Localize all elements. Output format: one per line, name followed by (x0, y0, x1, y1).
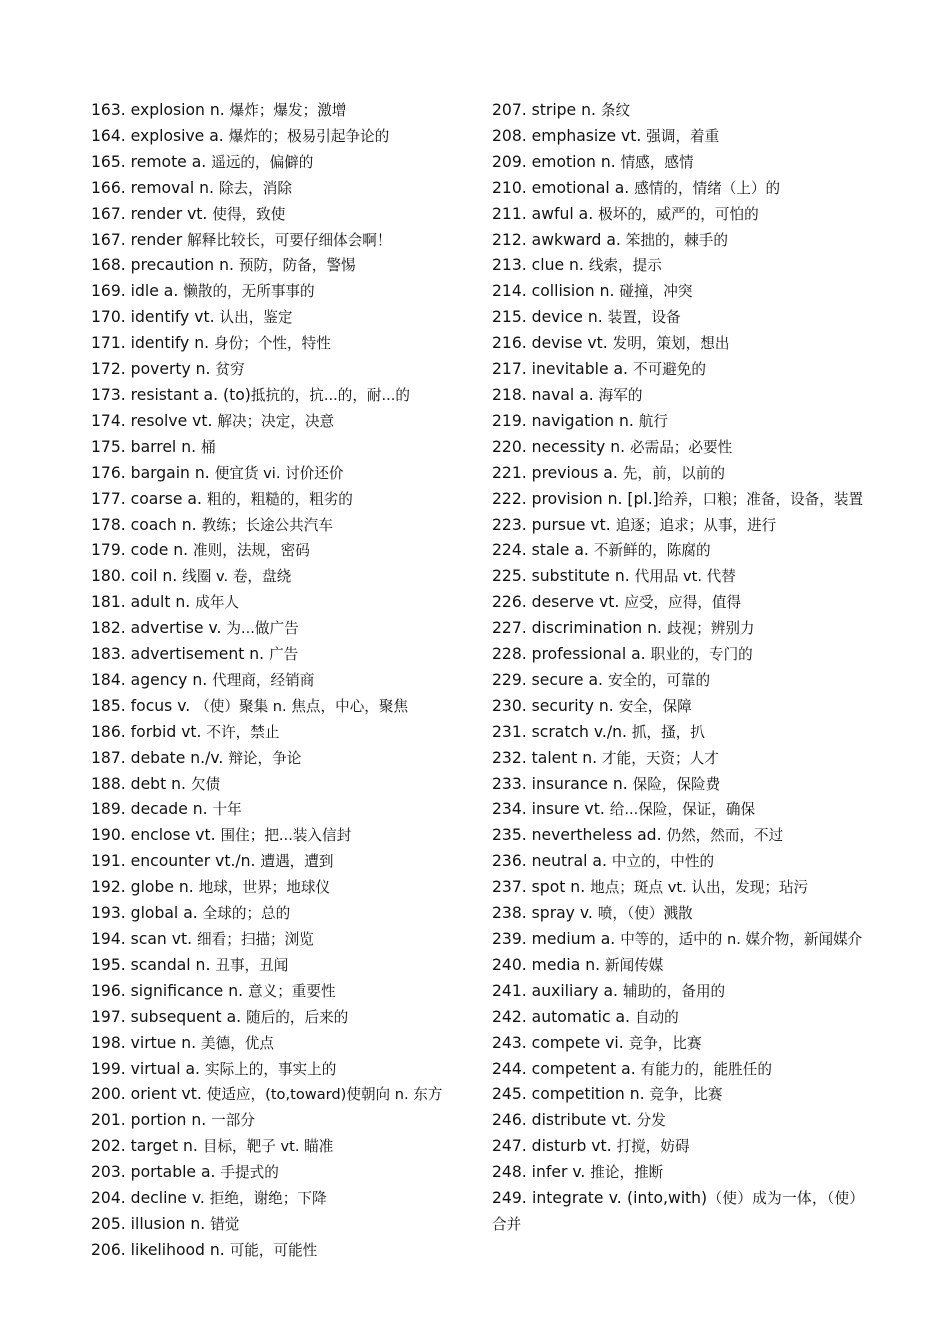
vocab-word: 224. stale a. (492, 541, 594, 560)
vocab-word: 172. poverty n. (91, 360, 216, 379)
vocab-definition: 桶 (201, 438, 216, 456)
vocab-word: 210. emotional a. (492, 178, 635, 197)
vocab-entry (492, 720, 864, 746)
vocab-definition: 围住；把...装入信封 (220, 827, 352, 845)
vocab-entry (91, 927, 461, 953)
vocab-definition: 成年人 (195, 594, 240, 612)
vocab-word: 184. agency n. (91, 670, 213, 689)
vocab-definition: 错觉 (210, 1215, 240, 1233)
vocab-word: 166. removal n. (91, 178, 219, 197)
vocab-entry (492, 1108, 864, 1134)
vocab-definition: 抓，搔，扒 (631, 723, 705, 741)
vocab-entry (492, 253, 864, 279)
vocab-entry (492, 979, 864, 1005)
vocab-entry (91, 849, 461, 875)
vocab-definition: 新闻传媒 (605, 956, 664, 974)
vocab-entry (492, 305, 864, 331)
vocab-entry (492, 202, 864, 228)
vocab-definition: 可能，可能性 (229, 1241, 318, 1259)
vocab-entry (91, 1134, 461, 1160)
vocab-definition: 才能，天资；人才 (602, 749, 719, 767)
vocab-definition: 遭遇，遭到 (260, 853, 334, 871)
vocab-word: 205. illusion n. (91, 1214, 211, 1233)
vocab-definition: 粗的，粗糙的，粗劣的 (206, 490, 353, 508)
vocab-word: 193. global a. (91, 904, 203, 923)
vocab-definition: 线索，提示 (588, 257, 662, 275)
vocab-word: 245. competition n. (492, 1085, 650, 1104)
vocab-entry (492, 98, 864, 124)
vocab-definition: 一部分 (211, 1112, 255, 1130)
vocab-word: 222. provision n. [pl.] (492, 489, 659, 508)
vocab-entry (91, 124, 461, 150)
vocab-definition: （使）成为一体，（使）合并 (492, 1190, 865, 1233)
vocab-word: 208. emphasize vt. (492, 126, 647, 145)
vocab-definition: 情感，感情 (620, 153, 694, 171)
vocab-word: 246. distribute vt. (492, 1111, 637, 1130)
vocab-definition: 辅助的，备用的 (622, 982, 726, 1000)
vocab-definition: 广告 (269, 646, 299, 664)
vocab-word: 243. compete vi. (492, 1033, 629, 1052)
vocab-entry (91, 409, 461, 435)
vocab-entry (492, 124, 864, 150)
vocab-definition: 拒绝，谢绝；下降 (209, 1190, 327, 1208)
vocab-definition: 目标，靶子 vt. 瞄准 (202, 1138, 334, 1156)
vocab-entry (492, 357, 864, 383)
vocab-definition: 地球，世界；地球仪 (198, 879, 331, 897)
vocab-definition: 欠债 (190, 775, 221, 793)
vocab-definition: 发明，策划，想出 (612, 335, 730, 353)
vocab-entry (91, 513, 461, 539)
vocab-word: 201. portion n. (91, 1111, 212, 1130)
vocab-definition: 自动的 (634, 1008, 679, 1026)
vocab-entry (91, 357, 461, 383)
vocab-entry (91, 176, 461, 202)
vocab-word: 244. competent a. (492, 1059, 641, 1078)
vocab-definition: 给...保险，保证，确保 (609, 801, 756, 819)
vocab-word: 174. resolve vt. (91, 411, 218, 430)
vocab-entry (492, 176, 864, 202)
vocab-definition: 推论，推断 (590, 1164, 664, 1182)
vocab-word: 178. coach n. (91, 515, 202, 534)
vocab-definition: （使）聚集 n. 焦点，中心，聚焦 (195, 697, 409, 715)
vocab-definition: 抵抗的，抗...的，耐...的 (250, 386, 411, 404)
vocab-definition: 仍然，然而，不过 (666, 827, 784, 845)
vocab-entry (91, 1057, 461, 1083)
vocab-definition: 解释比较长，可要仔细体会啊！ (187, 231, 392, 249)
vocab-entry (492, 150, 864, 176)
vocab-word: 220. necessity n. (492, 437, 630, 456)
vocab-word: 197. subsequent a. (91, 1007, 247, 1026)
vocab-entry (492, 1160, 864, 1186)
vocab-definition: 遥远的，偏僻的 (211, 153, 314, 171)
vocab-word: 199. virtual a. (91, 1059, 205, 1078)
vocab-word: 167. render vt. (91, 204, 213, 223)
vocab-entry (91, 1108, 461, 1134)
vocab-definition: 认出，鉴定 (219, 309, 293, 327)
vocab-definition: 线圈 v. 卷，盘绕 (182, 568, 292, 586)
vocab-word: 175. barrel n. (91, 437, 202, 456)
vocab-word: 177. coarse a. (91, 489, 207, 508)
vocab-definition: 手提式的 (220, 1164, 279, 1182)
vocab-entry (91, 435, 461, 461)
vocab-entry (492, 668, 864, 694)
vocab-word: 236. neutral a. (492, 852, 612, 871)
vocab-entry (492, 228, 864, 254)
vocab-word: 213. clue n. (492, 256, 589, 275)
vocab-definition: 必需品；必要性 (630, 438, 733, 456)
vocab-entry (91, 746, 461, 772)
vocab-word: 239. medium a. (492, 930, 621, 948)
vocab-definition: 意义；重要性 (248, 982, 336, 1000)
vocab-word: 185. focus v. (91, 696, 196, 715)
vocab-word: 233. insurance n. (492, 774, 633, 793)
vocab-entry (492, 461, 864, 487)
vocab-definition: 安全的，可靠的 (607, 671, 711, 689)
vocab-word: 194. scan vt. (91, 930, 198, 948)
vocab-word: 182. advertise v. (91, 619, 227, 638)
vocab-entry (91, 305, 461, 331)
vocab-word: 225. substitute n. (492, 567, 635, 586)
vocab-word: 242. automatic a. (492, 1007, 635, 1026)
vocab-definition: 便宜货 vi. 讨价还价 (214, 464, 344, 482)
vocab-word: 235. nevertheless ad. (492, 826, 667, 845)
vocab-definition: 身份；个性，特性 (214, 335, 331, 353)
vocab-definition: 美德，优点 (201, 1034, 274, 1052)
vocab-definition: 辩论，争论 (228, 749, 302, 767)
vocab-word: 248. infer v. (492, 1163, 591, 1182)
vocab-definition: 丑事，丑闻 (215, 956, 289, 974)
vocab-entry (91, 564, 461, 590)
vocab-word: 219. navigation n. (492, 411, 639, 430)
vocab-entry (91, 98, 461, 124)
vocab-word: 238. spray v. (492, 904, 598, 923)
vocab-entry (492, 823, 864, 849)
vocab-entry (91, 150, 461, 176)
vocab-entry (492, 694, 864, 720)
vocab-word: 221. previous a. (492, 463, 623, 482)
vocab-definition: 竞争，比赛 (628, 1034, 702, 1052)
vocab-word: 229. secure a. (492, 670, 608, 689)
vocab-entry (492, 772, 864, 798)
vocab-word: 179. code n. (91, 541, 194, 560)
vocab-word: 202. target n. (91, 1137, 203, 1156)
vocab-definition: 分发 (636, 1112, 666, 1130)
vocab-definition: 为...做广告 (226, 620, 299, 638)
vocab-definition: 笨拙的，棘手的 (625, 231, 728, 249)
vocab-definition: 给养，口粮；准备，设备，装置 (658, 490, 864, 508)
vocab-entry (91, 642, 461, 668)
vocab-entry (492, 487, 864, 513)
vocab-entry (492, 849, 864, 875)
vocab-entry (492, 797, 864, 823)
vocab-entry (492, 642, 864, 668)
vocab-word: 211. awful a. (492, 204, 599, 223)
vocab-definition: 应受，应得，值得 (624, 594, 742, 612)
vocab-word: 232. talent n. (492, 748, 603, 767)
vocab-definition: 打搅，妨碍 (616, 1138, 690, 1156)
vocab-definition: 使得，致使 (212, 205, 286, 223)
vocab-entry (91, 616, 461, 642)
vocab-word: 186. forbid vt. (91, 722, 207, 741)
vocab-word: 215. device n. (492, 308, 608, 327)
vocab-word: 223. pursue vt. (492, 515, 616, 534)
vocab-word: 191. encounter vt./n. (91, 852, 261, 871)
vocab-definition: 解决；决定，决意 (217, 412, 335, 430)
vocab-entry (91, 461, 461, 487)
vocab-word: 207. stripe n. (492, 101, 601, 119)
vocab-definition: 细看；扫描；浏览 (197, 931, 314, 948)
vocab-entry (91, 797, 461, 823)
vocab-definition: 强调，着重 (646, 127, 720, 145)
vocab-entry (492, 1186, 864, 1238)
vocab-entry (91, 228, 461, 254)
vocab-word: 188. debt n. (91, 774, 191, 793)
vocab-word: 247. disturb vt. (492, 1137, 617, 1156)
vocab-word: 209. emotion n. (492, 152, 621, 171)
vocab-definition: 追逐；追求；从事，进行 (615, 516, 777, 534)
vocab-definition: 不新鲜的，陈腐的 (593, 542, 711, 560)
vocab-word: 183. advertisement n. (91, 645, 270, 664)
vocab-entry (91, 1082, 461, 1108)
vocab-definition: 条纹 (600, 102, 631, 119)
vocab-definition: 全球的；总的 (202, 905, 291, 923)
vocab-word: 168. precaution n. (91, 256, 239, 275)
vocab-entry (492, 513, 864, 539)
vocab-word: 230. security n. (492, 696, 619, 715)
vocab-definition: 歧视；辨别力 (666, 620, 755, 638)
vocab-entry (91, 772, 461, 798)
vocab-definition: 喷，（使）溅散 (597, 905, 693, 923)
left-vocabulary-column (91, 98, 461, 1264)
vocab-word: 195. scandal n. (91, 955, 216, 974)
vocab-word: 189. decade n. (91, 800, 213, 819)
vocab-word: 190. enclose vt. (91, 826, 221, 845)
vocab-entry (91, 953, 461, 979)
vocab-definition: 不可避免的 (632, 361, 706, 379)
vocab-entry (492, 564, 864, 590)
vocab-entry (91, 1005, 461, 1031)
vocab-word: 171. identify n. (91, 334, 215, 353)
vocab-entry (91, 279, 461, 305)
right-vocabulary-column (492, 98, 864, 1238)
vocab-definition: 爆炸；爆发；激增 (229, 102, 347, 119)
vocab-word: 212. awkward a. (492, 230, 626, 249)
vocab-entry (492, 927, 864, 953)
vocab-word: 226. deserve vt. (492, 593, 625, 612)
vocab-definition: 碰撞，冲突 (619, 283, 693, 301)
vocab-word: 218. naval a. (492, 385, 599, 404)
vocab-word: 165. remote a. (91, 152, 212, 171)
vocab-definition: 随后的，后来的 (246, 1008, 349, 1026)
vocab-word: 203. portable a. (91, 1163, 221, 1182)
vocab-entry (91, 1212, 461, 1238)
vocab-definition: 极坏的，威严的，可怕的 (598, 205, 759, 223)
vocab-definition: 海军的 (598, 386, 643, 404)
vocab-entry (492, 538, 864, 564)
vocab-entry (91, 331, 461, 357)
vocab-word: 163. explosion n. (91, 101, 230, 119)
vocab-word: 169. idle a. (91, 282, 184, 301)
vocab-entry (492, 875, 864, 901)
vocab-word: 214. collision n. (492, 282, 620, 301)
vocab-word: 176. bargain n. (91, 463, 215, 482)
vocab-word: 241. auxiliary a. (492, 981, 623, 1000)
vocab-entry (91, 979, 461, 1005)
vocab-entry (492, 383, 864, 409)
vocab-definition: 代理商，经销商 (212, 671, 315, 689)
vocab-entry (492, 1082, 864, 1108)
vocab-entry (492, 1134, 864, 1160)
vocab-definition: 感情的，情绪（上）的 (634, 179, 781, 197)
vocab-definition: 安全，保障 (618, 697, 692, 715)
vocab-entry (492, 616, 864, 642)
vocab-word: 170. identify vt. (91, 308, 220, 327)
vocab-entry (492, 435, 864, 461)
vocab-word: 249. integrate v. (into,with) (492, 1189, 708, 1208)
vocab-entry (492, 953, 864, 979)
vocab-definition: 代用品 vt. 代替 (634, 568, 736, 586)
vocab-entry (91, 694, 461, 720)
vocab-word: 196. significance n. (91, 981, 249, 1000)
vocab-definition: 爆炸的；极易引起争论的 (228, 127, 390, 145)
vocab-entry (492, 279, 864, 305)
vocab-word: 180. coil n. (91, 567, 183, 586)
vocab-word: 167. render (91, 230, 188, 249)
vocab-definition: 保险，保险费 (632, 775, 721, 793)
vocab-definition: 先，前，以前的 (622, 464, 725, 482)
vocab-definition: 不许，禁止 (206, 723, 280, 741)
vocab-entry (492, 1057, 864, 1083)
vocab-definition: 预防，防备，警惕 (238, 257, 356, 275)
vocab-definition: 懒散的，无所事事的 (183, 283, 315, 301)
vocab-definition: 中等的，适中的 n. 媒介物，新闻媒介 (620, 931, 863, 948)
vocab-entry (91, 823, 461, 849)
vocab-entry (492, 1031, 864, 1057)
vocab-entry (91, 901, 461, 927)
vocab-word: 206. likelihood n. (91, 1240, 230, 1259)
vocab-definition: 中立的，中性的 (611, 853, 715, 871)
vocab-entry (91, 875, 461, 901)
vocab-entry (91, 1186, 461, 1212)
vocab-entry (492, 409, 864, 435)
vocab-word: 200. orient vt. (91, 1085, 207, 1104)
vocab-entry (91, 590, 461, 616)
vocab-entry (91, 538, 461, 564)
vocab-definition: 贫穷 (215, 361, 245, 379)
vocab-definition: 准则，法规，密码 (193, 542, 310, 560)
vocab-entry (91, 487, 461, 513)
vocab-definition: 竞争，比赛 (649, 1086, 723, 1104)
vocab-word: 240. media n. (492, 955, 606, 974)
vocab-entry (91, 1160, 461, 1186)
vocab-word: 216. devise vt. (492, 334, 613, 353)
vocab-word: 237. spot n. (492, 878, 591, 897)
vocab-word: 173. resistant a. (to) (91, 385, 251, 404)
vocab-definition: 职业的，专门的 (650, 646, 753, 664)
vocab-word: 192. globe n. (91, 878, 199, 897)
vocab-word: 164. explosive a. (91, 126, 229, 145)
vocab-entry (91, 668, 461, 694)
vocab-entry (91, 202, 461, 228)
vocab-word: 227. discrimination n. (492, 619, 667, 638)
vocab-entry (91, 720, 461, 746)
vocab-word: 204. decline v. (91, 1189, 210, 1208)
vocab-entry (91, 1238, 461, 1264)
vocab-definition: 十年 (212, 801, 242, 819)
vocab-word: 228. professional a. (492, 645, 651, 664)
vocab-word: 234. insure vt. (492, 800, 610, 819)
vocab-entry (91, 253, 461, 279)
vocab-word: 181. adult n. (91, 593, 196, 612)
vocab-entry (492, 901, 864, 927)
vocab-word: 198. virtue n. (91, 1033, 201, 1052)
vocab-word: 217. inevitable a. (492, 360, 633, 379)
vocab-entry (492, 331, 864, 357)
vocab-definition: 有能力的，能胜任的 (640, 1060, 772, 1078)
vocab-definition: 教练；长途公共汽车 (201, 516, 333, 534)
vocab-entry (492, 590, 864, 616)
vocab-word: 187. debate n./v. (91, 748, 229, 767)
vocab-entry (492, 746, 864, 772)
vocab-definition: 实际上的，事实上的 (204, 1060, 337, 1078)
vocab-definition: 地点；斑点 vt. 认出，发现；玷污 (590, 879, 809, 897)
vocab-definition: 除去，消除 (218, 179, 292, 197)
vocab-definition: 航行 (638, 412, 668, 430)
vocab-definition: 使适应，(to,toward)使朝向 n. 东方 (206, 1086, 443, 1104)
vocab-entry (492, 1005, 864, 1031)
vocab-definition: 装置，设备 (607, 309, 681, 327)
vocab-entry (91, 383, 461, 409)
vocab-word: 231. scratch v./n. (492, 722, 632, 741)
vocab-entry (91, 1031, 461, 1057)
